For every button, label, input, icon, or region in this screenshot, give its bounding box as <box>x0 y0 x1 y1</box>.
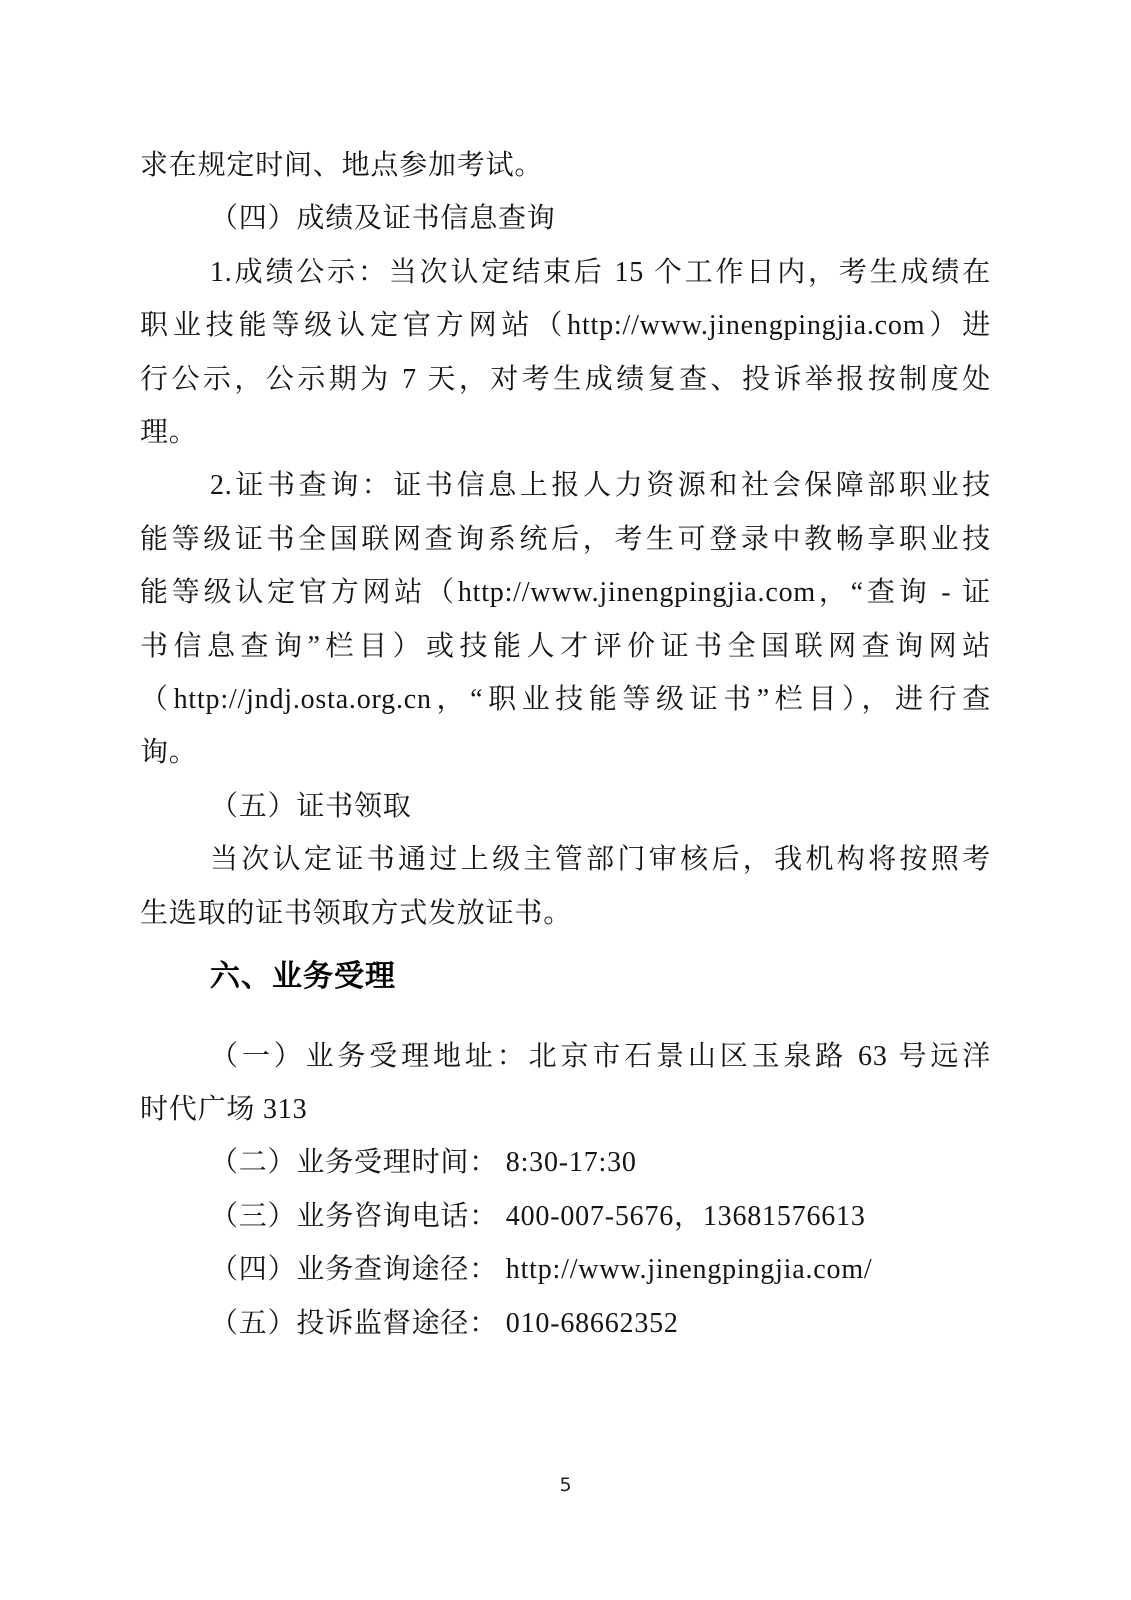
paragraph-line-certificate-query-3: 能等级认定官方网站（http://www.jinengpingjia.com，“查询 - 证 <box>140 577 991 609</box>
paragraph-line-certificate-query-6: 询。 <box>140 737 198 769</box>
paragraph-line-score-publication-4: 理。 <box>140 417 198 449</box>
paragraph-line-certificate-query-1: 2.证书查询：证书信息上报人力资源和社会保障部职业技 <box>210 470 991 502</box>
paragraph-line-certificate-query-4: 书信息查询”栏目）或技能人才评价证书全国联网查询网站 <box>140 630 991 662</box>
paragraph-line-business-hours: （二）业务受理时间： 8:30-17:30 <box>210 1147 637 1179</box>
paragraph-line-complaint-phone: （五）投诉监督途径： 010-68662352 <box>210 1307 679 1339</box>
paragraph-line-exam-requirement: 求在规定时间、地点参加考试。 <box>140 150 544 181</box>
paragraph-line-score-publication-3: 行公示，公示期为 7 天，对考生成绩复查、投诉举报按制度处 <box>140 363 991 395</box>
paragraph-line-score-publication-2: 职业技能等级认定官方网站（http://www.jinengpingjia.com）进 <box>140 310 991 342</box>
section-heading-business-acceptance: 六、业务受理 <box>210 959 396 995</box>
paragraph-line-certificate-collection-1: 当次认定证书通过上级主管部门审核后，我机构将按照考 <box>210 844 991 876</box>
paragraph-line-certificate-query-5: （http://jndj.osta.org.cn，“职业技能等级证书”栏目），进行查 <box>140 684 991 716</box>
paragraph-line-business-query-url: （四）业务查询途径： http://www.jinengpingjia.com/ <box>210 1254 873 1286</box>
paragraph-line-certificate-query-2: 能等级证书全国联网查询系统后，考生可登录中教畅享职业技 <box>140 523 991 555</box>
paragraph-line-business-address-2: 时代广场 313 <box>140 1093 308 1125</box>
paragraph-line-certificate-collection-2: 生选取的证书领取方式发放证书。 <box>140 897 573 929</box>
page-number: 5 <box>559 1474 572 1496</box>
paragraph-line-score-publication-1: 1.成绩公示：当次认定结束后 15 个工作日内，考生成绩在 <box>210 256 991 288</box>
paragraph-line-business-address-1: （一）业务受理地址：北京市石景山区玉泉路 63 号远洋 <box>210 1040 991 1072</box>
subsection-heading-certificate-collection: （五）证书领取 <box>210 790 412 822</box>
paragraph-line-business-phone: （三）业务咨询电话： 400-007-5676，13681576613 <box>210 1200 866 1232</box>
subsection-heading-score-certificate-query: （四）成绩及证书信息查询 <box>210 203 556 235</box>
document-body <box>140 139 991 1350</box>
